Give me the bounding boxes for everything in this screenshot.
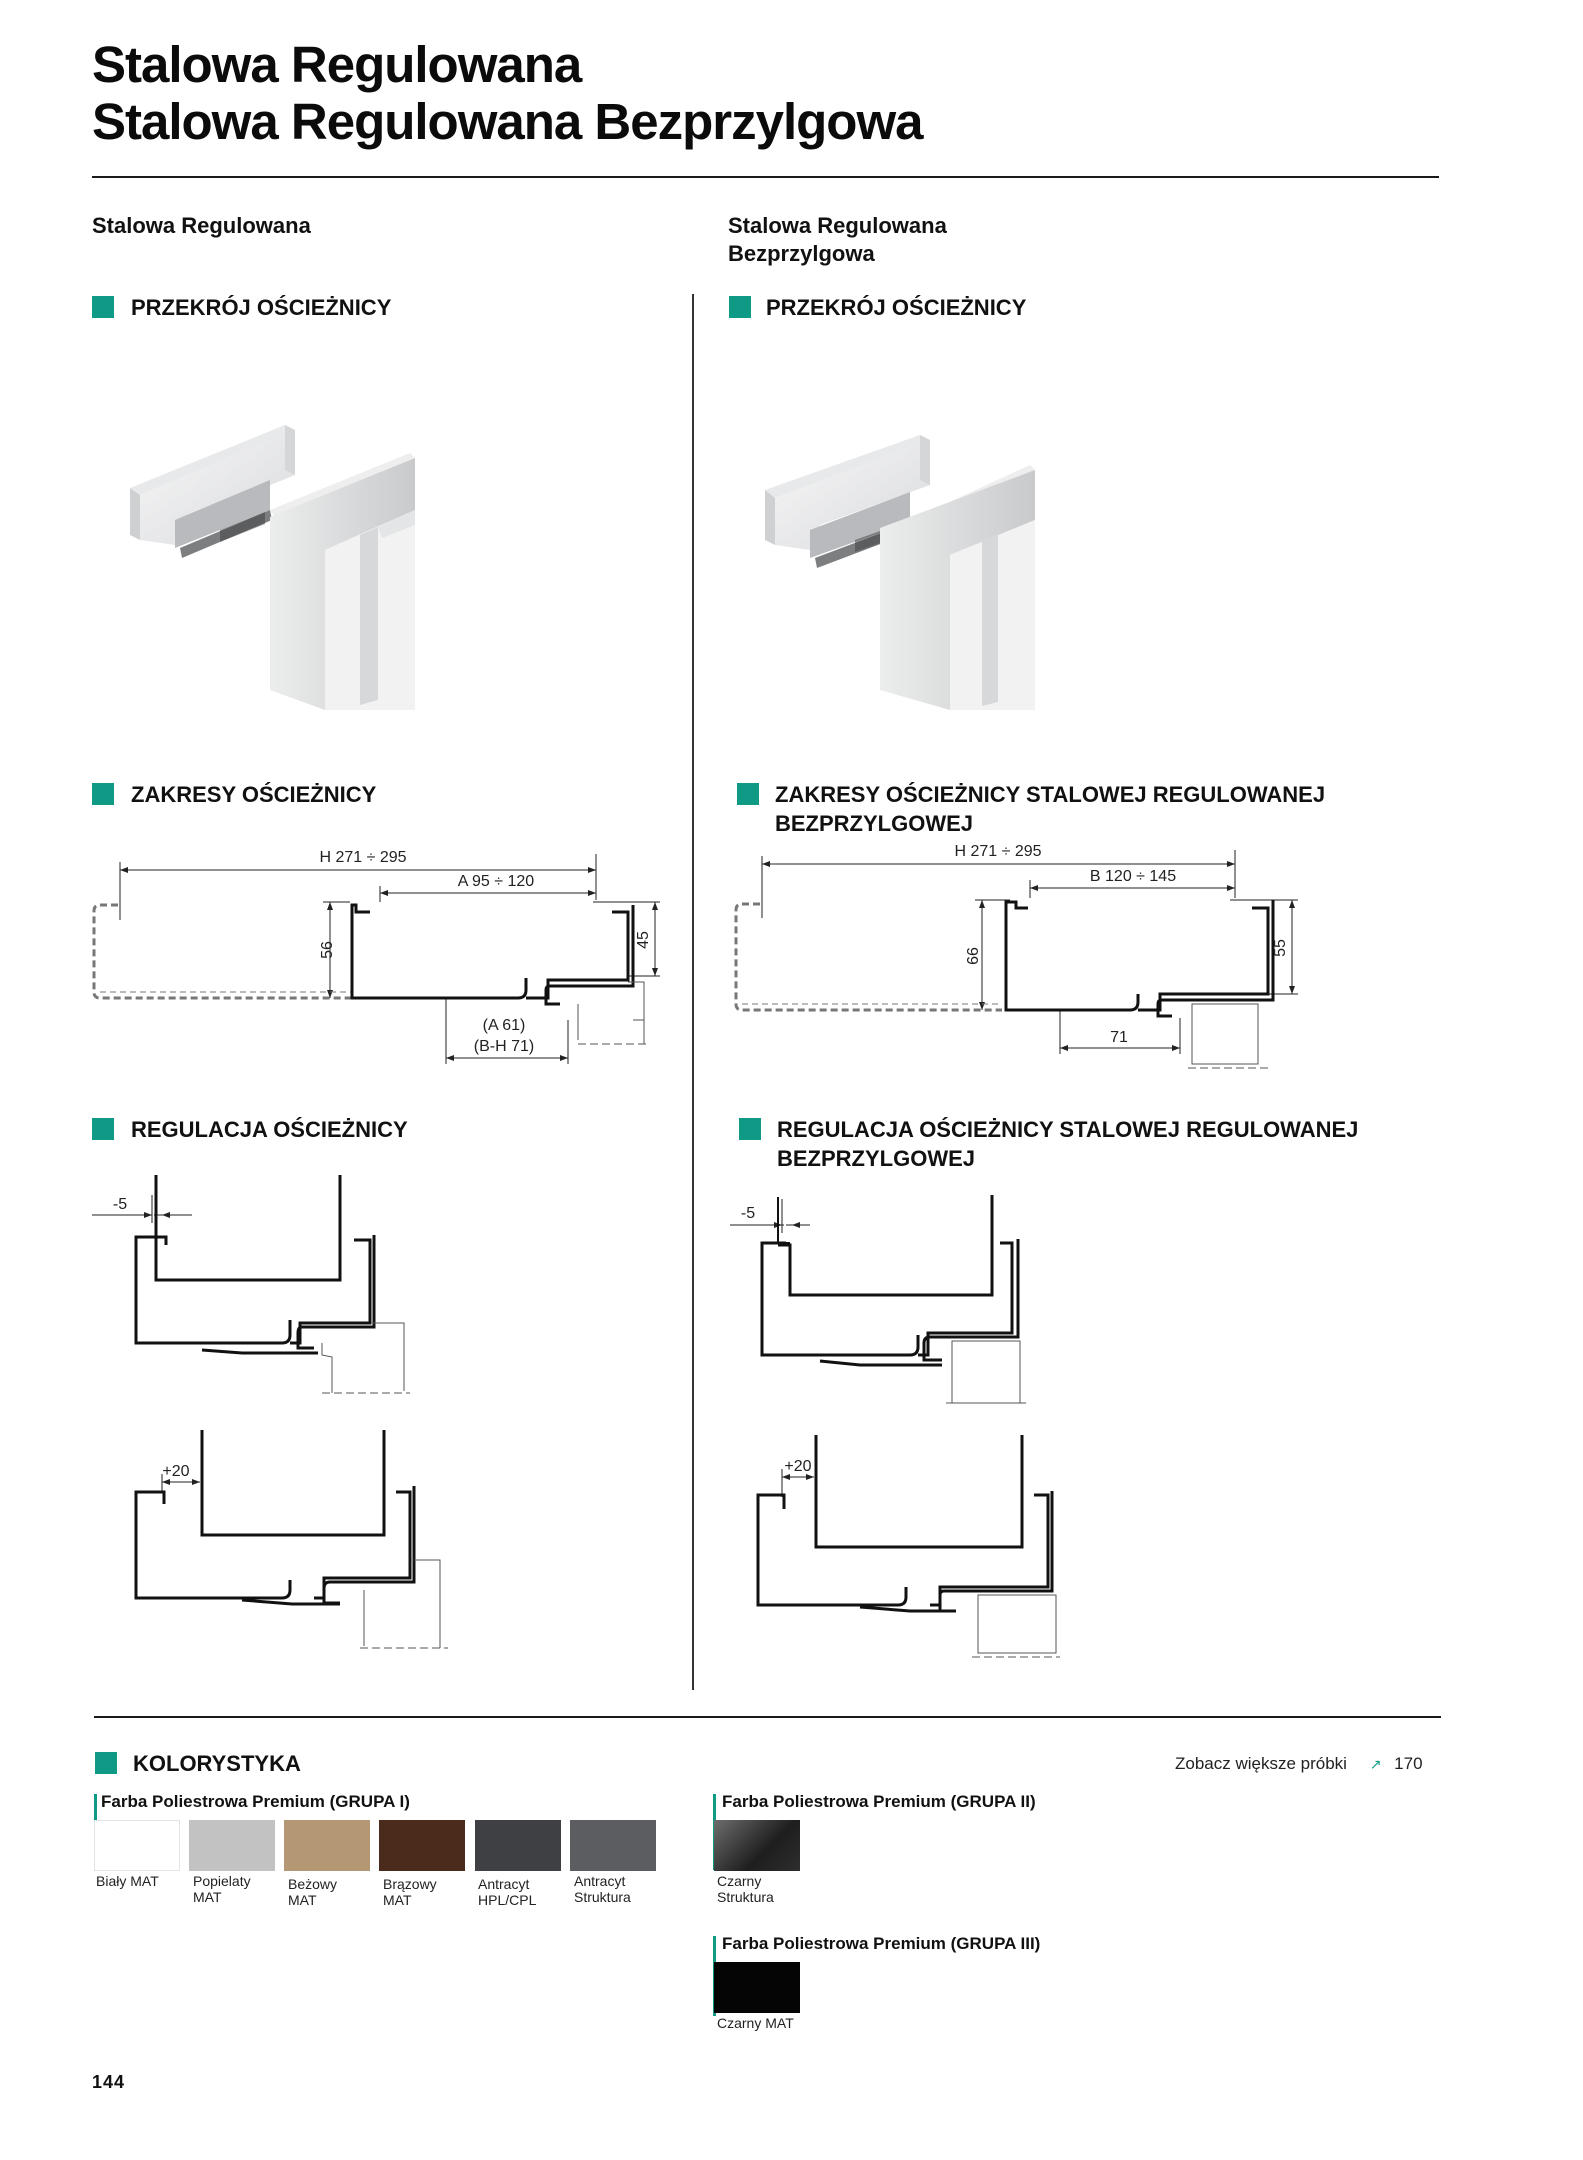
group1-label: Farba Poliestrowa Premium (GRUPA I) [101, 1792, 410, 1811]
left-frame-photo [120, 420, 430, 710]
left-column-title: Stalowa Regulowana [92, 213, 311, 238]
right-section-regulacja-line-1: REGULACJA OŚCIEŻNICY STALOWEJ REGULOWANEJ [777, 1117, 1359, 1142]
group3-label: Farba Poliestrowa Premium (GRUPA III) [722, 1934, 1041, 1953]
right-frame-photo [760, 430, 1070, 720]
swatch-czarny-struktura[interactable] [714, 1820, 800, 1871]
right-column-title-line-2: Bezprzylgowa [728, 241, 875, 266]
right-range-diagram [730, 838, 1320, 1078]
swatch-label-line: HPL/CPL [478, 1892, 537, 1908]
arrow-up-right-icon: ↗ [1369, 1756, 1382, 1772]
more-samples-page: 170 [1394, 1754, 1423, 1773]
right-section-regulacja-line-2: BEZPRZYLGOWEJ [777, 1146, 976, 1171]
left-section-regulacja: REGULACJA OŚCIEŻNICY [131, 1117, 408, 1142]
swatch-czarny-mat[interactable] [714, 1962, 800, 2013]
section-marker [95, 1752, 117, 1774]
swatch-label-line: Biały MAT [96, 1873, 159, 1889]
left-section-zakresy: ZAKRESY OŚCIEŻNICY [131, 782, 377, 807]
swatch-brazowy[interactable] [379, 1820, 465, 1871]
right-section-przekroj: PRZEKRÓJ OŚCIEŻNICY [766, 295, 1027, 320]
right-section-regulacja [777, 1115, 1358, 1173]
swatch-label-line: Popielaty [193, 1873, 251, 1889]
dim-h-label: H 271 ÷ 295 [319, 849, 407, 866]
swatch-popielaty[interactable] [189, 1820, 275, 1871]
swatch-label-line: Struktura [574, 1889, 631, 1905]
right-regulation-minus [730, 1185, 1070, 1415]
swatch-antracyt-struktura[interactable] [570, 1820, 656, 1871]
swatch-label [193, 1873, 251, 1905]
reg-plus-label: +20 [162, 1463, 190, 1480]
reg-minus-label: -5 [112, 1196, 128, 1213]
section-marker [92, 783, 114, 805]
section-marker [92, 296, 114, 318]
left-range-diagram [88, 840, 678, 1070]
swatch-label [717, 2015, 794, 2031]
reg-plus-label: +20 [784, 1458, 812, 1475]
dim-55-label: 55 [1272, 939, 1289, 957]
title-line-1: Stalowa Regulowana [92, 36, 582, 93]
kolorystyka-divider [94, 1716, 1441, 1718]
swatch-label [96, 1873, 159, 1889]
dim-56-label: 56 [319, 941, 336, 959]
swatch-label-line: Beżowy [288, 1876, 338, 1892]
dim-a-label: A 95 ÷ 120 [457, 873, 535, 890]
swatch-bialy[interactable] [94, 1820, 180, 1871]
right-section-zakresy-line-1: ZAKRESY OŚCIEŻNICY STALOWEJ REGULOWANEJ [775, 782, 1326, 807]
right-column-title [728, 212, 947, 268]
swatch-label-line: MAT [193, 1889, 222, 1905]
dim-a61-label: (A 61) [482, 1017, 526, 1034]
right-section-zakresy [775, 780, 1325, 838]
swatch-label-line: Antracyt [574, 1873, 626, 1889]
swatch-label [478, 1876, 536, 1908]
page-title [92, 36, 923, 150]
dim-66-label: 66 [965, 947, 982, 965]
swatch-label-line: Struktura [717, 1889, 774, 1905]
column-divider [692, 294, 694, 1690]
dim-b-label: B 120 ÷ 145 [1089, 868, 1177, 885]
dim-45-label: 45 [635, 931, 652, 949]
swatch-label-line: Czarny MAT [717, 2015, 794, 2031]
swatch-label [288, 1876, 337, 1908]
dim-71-label: 71 [1110, 1029, 1128, 1046]
section-marker [739, 1118, 761, 1140]
swatch-label-line: MAT [383, 1892, 412, 1908]
title-divider [92, 176, 1439, 178]
kolorystyka-title: KOLORYSTYKA [133, 1751, 301, 1776]
dim-bh71-label: (B-H 71) [473, 1038, 535, 1055]
right-section-zakresy-line-2: BEZPRZYLGOWEJ [775, 811, 974, 836]
dim-h-label: H 271 ÷ 295 [954, 843, 1042, 860]
page-number: 144 [92, 2072, 126, 2092]
swatch-label-line: MAT [288, 1892, 317, 1908]
swatch-label [383, 1876, 437, 1908]
swatch-label [574, 1873, 631, 1905]
section-marker [92, 1118, 114, 1140]
title-line-2: Stalowa Regulowana Bezprzylgowa [92, 93, 923, 150]
swatch-label-line: Antracyt [478, 1876, 530, 1892]
right-column-title-line-1: Stalowa Regulowana [728, 213, 947, 238]
more-samples-link[interactable] [1175, 1754, 1423, 1774]
left-regulation-plus [92, 1430, 462, 1660]
swatch-antracyt-hpl[interactable] [475, 1820, 561, 1871]
section-marker [729, 296, 751, 318]
swatch-label [717, 1873, 774, 1905]
group2-label: Farba Poliestrowa Premium (GRUPA II) [722, 1792, 1036, 1811]
reg-minus-label: -5 [740, 1205, 756, 1222]
left-section-przekroj: PRZEKRÓJ OŚCIEŻNICY [131, 295, 392, 320]
right-regulation-plus [730, 1435, 1100, 1665]
swatch-label-line: Brązowy [383, 1876, 437, 1892]
swatch-label-line: Czarny [717, 1873, 762, 1889]
swatch-bezowy[interactable] [284, 1820, 370, 1871]
left-regulation-minus [92, 1175, 432, 1405]
section-marker [737, 783, 759, 805]
more-samples-text: Zobacz większe próbki [1175, 1754, 1347, 1773]
